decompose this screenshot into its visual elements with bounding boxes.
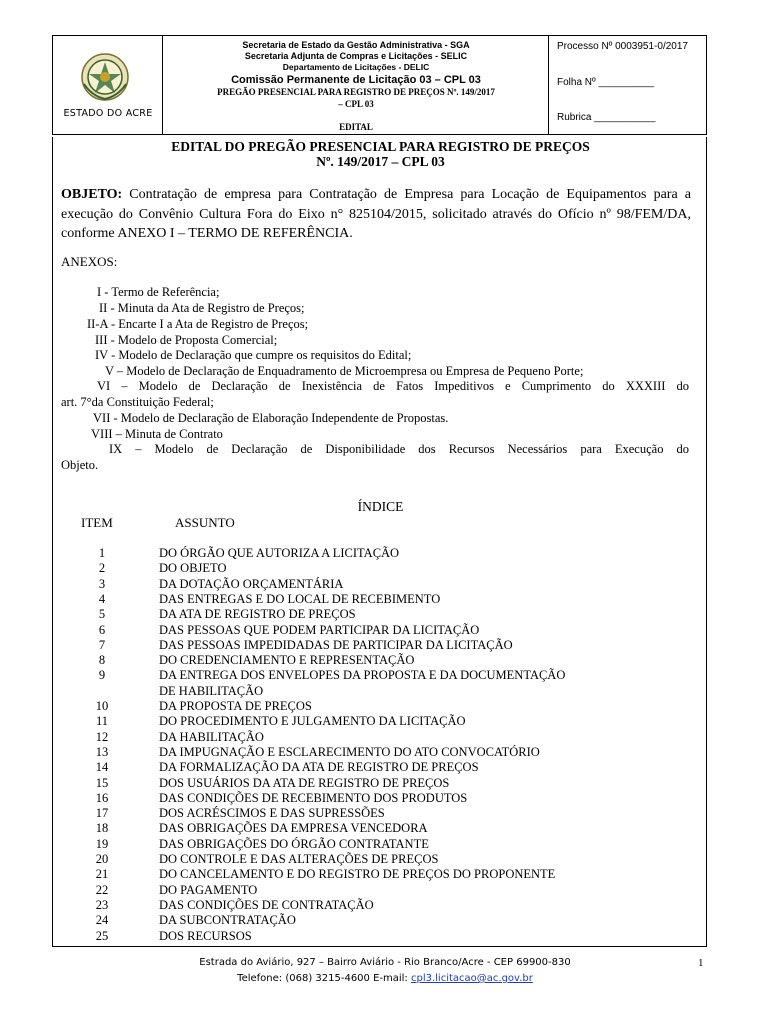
index-row	[53, 776, 708, 791]
index-item-number: 24	[95, 913, 109, 928]
annex-item: III - Modelo de Proposta Comercial;	[95, 333, 278, 347]
index-row	[53, 852, 708, 867]
index-item-number: 18	[95, 821, 109, 836]
pregao-line-2: – CPL 03	[338, 99, 374, 109]
index-item-number: 1	[98, 546, 106, 560]
document-subtitle: Nº. 149/2017 – CPL 03	[316, 154, 445, 169]
footer-phone: Telefone: (068) 3215-4600 E-mail:	[237, 973, 411, 984]
comissao-line: Comissão Permanente de Licitação 03 – CPL 03	[231, 74, 481, 86]
annex-item: VII - Modelo de Declaração de Elaboração Independente de Propostas.	[93, 411, 449, 425]
index-item-number: 10	[95, 699, 109, 713]
index-item-number: 20	[95, 852, 109, 866]
index-row	[53, 607, 708, 622]
index-row	[53, 806, 708, 821]
index-item-subject: DA FORMALIZAÇÃO DA ATA DE REGISTRO DE PREÇOS	[159, 760, 479, 775]
index-row	[53, 623, 708, 638]
index-item-number: 13	[95, 744, 109, 759]
index-item-subject: DAS CONDIÇÕES DE CONTRATAÇÃO	[159, 897, 374, 912]
index-item-subject: DA ATA DE REGISTRO DE PREÇOS	[159, 607, 356, 622]
index-row	[53, 730, 708, 745]
annex-item: Objeto.	[61, 458, 99, 472]
document-page	[52, 35, 707, 947]
index-row	[53, 913, 708, 928]
index-row	[53, 714, 708, 729]
rubrica-field: Rubrica ___________	[557, 112, 656, 123]
index-item-subject: DOS ACRÉSCIMOS E DAS SUPRESSÕES	[159, 806, 385, 821]
index-row	[53, 668, 708, 683]
index-item-subject: DAS CONDIÇÕES DE RECEBIMENTO DOS PRODUTOS	[159, 790, 468, 805]
header-title-cell	[163, 36, 549, 134]
column-header-assunto: ASSUNTO	[175, 515, 235, 530]
index-item-subject: DE HABILITAÇÃO	[159, 683, 264, 698]
footer-email-link[interactable]: cpl3.licitacao@ac.gov.br	[410, 973, 533, 984]
column-header-item: ITEM	[81, 515, 113, 530]
index-item-subject: DAS ENTREGAS E DO LOCAL DE RECEBIMENTO	[159, 591, 441, 606]
index-item-subject: DA PROPOSTA DE PREÇOS	[159, 699, 312, 713]
annex-item: II-A - Encarte I a Ata de Registro de Preços;	[87, 317, 309, 331]
index-row	[53, 546, 708, 561]
index-item-number: 14	[95, 760, 109, 775]
index-item-subject: DO ÓRGÃO QUE AUTORIZA A LICITAÇÃO	[159, 546, 400, 560]
index-item-number: 17	[95, 806, 109, 821]
annex-item: VIII – Minuta de Contrato	[91, 427, 223, 441]
annex-item: V – Modelo de Declaração de Enquadramento de Microempresa ou Empresa de Pequeno Porte;	[105, 364, 584, 378]
index-item-subject: DOS RECURSOS	[159, 928, 252, 943]
index-row	[53, 791, 708, 806]
pregao-line-1: PREGÃO PRESENCIAL PARA REGISTRO DE PREÇOS Nº. 149/2017	[217, 87, 495, 97]
header-process-cell	[549, 36, 706, 134]
index-item-subject: DAS OBRIGAÇÕES DA EMPRESA VENCEDORA	[159, 821, 428, 836]
index-item-number: 23	[95, 897, 109, 912]
index-row	[53, 577, 708, 592]
index-row	[53, 929, 708, 944]
index-row	[53, 898, 708, 913]
index-row	[53, 592, 708, 607]
index-row	[53, 883, 708, 898]
annex-item: II - Minuta da Ata de Registro de Preços;	[99, 301, 305, 315]
estado-label: ESTADO DO ACRE	[63, 108, 153, 119]
document-title: EDITAL DO PREGÃO PRESENCIAL PARA REGISTRO DE PREÇOS	[171, 139, 590, 154]
index-item-number: 4	[98, 591, 106, 606]
index-item-number: 9	[98, 668, 106, 683]
edital-label: EDITAL	[339, 122, 373, 132]
index-row	[53, 699, 708, 714]
index-row	[53, 745, 708, 760]
index-item-subject: DOS USUÁRIOS DA ATA DE REGISTRO DE PREÇOS	[159, 775, 450, 790]
index-item-number: 21	[95, 867, 109, 882]
index-item-subject: DO PROCEDIMENTO E JULGAMENTO DA LICITAÇÃO	[159, 714, 466, 729]
org-line-1: Secretaria de Estado da Gestão Administrativa - SGA	[242, 40, 470, 50]
annex-item: art. 7°da Constituição Federal;	[61, 395, 214, 409]
index-item-subject: DAS PESSOAS IMPEDIDADAS DE PARTICIPAR DA LICITAÇÃO	[159, 637, 513, 652]
index-row	[53, 821, 708, 836]
index-item-subject: DA IMPUGNAÇÃO E ESCLARECIMENTO DO ATO CONVOCATÓRIO	[159, 744, 540, 759]
annex-item: VI – Modelo de Declaração de Inexistência de Fatos Impeditivos e Cumprimento do XXXIII do	[97, 379, 689, 393]
index-item-subject: DA ENTREGA DOS ENVELOPES DA PROPOSTA E DA DOCUMENTAÇÃO	[159, 668, 566, 683]
index-row	[53, 638, 708, 653]
folha-field: Folha Nº __________	[557, 77, 655, 88]
page-number: 1	[698, 957, 704, 969]
index-row	[53, 684, 708, 699]
index-row	[53, 837, 708, 852]
index-item-subject: DA DOTAÇÃO ORÇAMENTÁRIA	[159, 576, 344, 591]
index-row	[53, 561, 708, 576]
index-item-subject: DAS OBRIGAÇÕES DO ÓRGÃO CONTRATANTE	[159, 836, 429, 851]
index-item-number: 5	[98, 607, 106, 622]
index-item-number: 3	[98, 576, 106, 591]
index-item-number: 11	[95, 714, 109, 729]
annex-item: IV - Modelo de Declaração que cumpre os requisitos do Edital;	[95, 348, 412, 362]
index-item-number: 25	[95, 928, 109, 943]
index-item-subject: DAS PESSOAS QUE PODEM PARTICIPAR DA LICITAÇÃO	[159, 622, 480, 637]
footer-address: Estrada do Aviário, 927 – Bairro Aviário - Rio Branco/Acre - CEP 69900-830	[199, 957, 571, 968]
index-item-number: 19	[95, 836, 109, 851]
index-item-subject: DO CANCELAMENTO E DO REGISTRO DE PREÇOS DO PROPONENTE	[159, 867, 556, 882]
index-item-number: 15	[95, 775, 109, 790]
index-item-subject: DA HABILITAÇÃO	[159, 729, 264, 744]
org-line-2: Secretaria Adjunta de Compras e Licitações - SELIC	[244, 51, 468, 61]
index-item-subject: DO OBJETO	[159, 561, 227, 576]
footer-contact	[0, 973, 770, 984]
objeto-text: Contratação de empresa para Contratação de Empresa para Locação de Equipamentos para a execução do Convênio Cultura Fora do Eixo n° 825104/2015, solicitado através do Ofício nº 98/FEM/DA, conforme ANEXO I – TERMO DE REFERÊNCIA.	[61, 187, 691, 241]
annex-item: I - Termo de Referência;	[97, 285, 220, 299]
index-item-number: 16	[95, 790, 109, 805]
header-logo-cell	[53, 36, 163, 134]
state-seal-icon	[80, 52, 130, 102]
index-row	[53, 867, 708, 882]
document-body	[52, 137, 707, 947]
index-item-subject: DO CONTROLE E DAS ALTERAÇÕES DE PREÇOS	[159, 852, 439, 866]
objeto-label: OBJETO:	[61, 187, 123, 202]
indice-heading: ÍNDICE	[357, 499, 404, 514]
index-item-number: 12	[95, 729, 109, 744]
objeto-paragraph	[61, 185, 691, 244]
index-item-number: 8	[98, 653, 106, 668]
index-item-subject: DA SUBCONTRATAÇÃO	[159, 913, 296, 928]
annex-item: IX – Modelo de Declaração de Disponibilidade dos Recursos Necessários para Execução do	[109, 442, 689, 456]
index-item-number: 22	[95, 882, 109, 897]
anexos-label: ANEXOS:	[61, 254, 118, 269]
document-header	[52, 35, 707, 135]
index-row	[53, 760, 708, 775]
index-item-number: 6	[98, 622, 106, 637]
processo-number: Processo Nº 0003951-0/2017	[557, 41, 688, 52]
org-line-3: Departamento de Licitações - DELIC	[282, 62, 430, 72]
index-item-number: 7	[98, 637, 106, 652]
index-row	[53, 653, 708, 668]
index-item-subject: DO PAGAMENTO	[159, 882, 258, 897]
index-item-number: 2	[98, 561, 106, 576]
index-item-subject: DO CREDENCIAMENTO E REPRESENTAÇÃO	[159, 653, 415, 668]
